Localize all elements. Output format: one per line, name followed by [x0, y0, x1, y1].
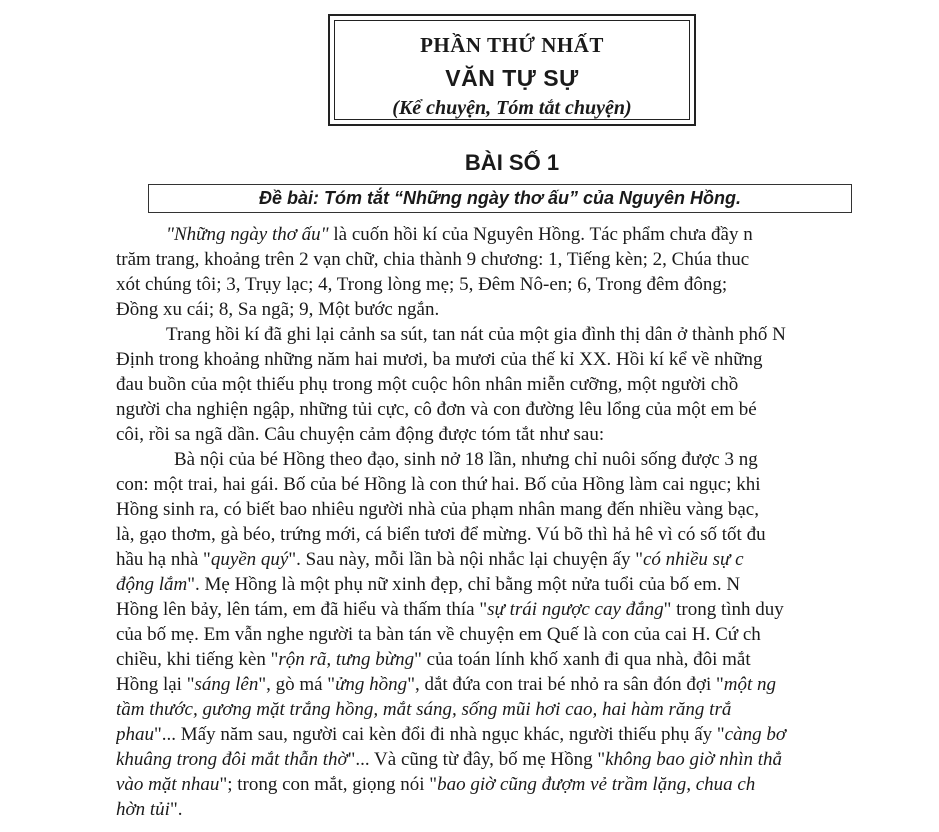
- text-line: [116, 547, 939, 572]
- text-run: Định trong khoảng những năm hai mươi, ba mươi của thế kỉ XX. Hồi kí kể về những: [116, 349, 763, 370]
- text-run: ", gò má ": [258, 674, 336, 695]
- italic-quote: khuâng trong đôi mắt thẫn thờ: [116, 749, 348, 770]
- text-run: của bố mẹ. Em vẫn nghe người ta bàn tán về chuyện em Quế là con của cai H. Cứ ch: [116, 624, 761, 645]
- italic-quote: sự trái ngược cay đắng: [487, 599, 664, 620]
- text-line: [116, 497, 939, 522]
- italic-quote: quyền quý: [210, 549, 289, 570]
- italic-quote: rộn rã, tưng bừng: [278, 649, 415, 670]
- italic-quote: hờn tủi: [116, 799, 170, 820]
- text-line: [116, 597, 939, 622]
- lesson-title: BÀI SỐ 1: [464, 150, 560, 175]
- text-line: [116, 422, 939, 447]
- text-line: [116, 772, 939, 797]
- text-line: [116, 672, 939, 697]
- italic-quote: không bao giờ nhìn thẳ: [605, 749, 783, 770]
- part-title-box-inner: [334, 20, 690, 120]
- italic-quote: có nhiều sự c: [642, 549, 744, 570]
- text-run: ". Sau này, mỗi lần bà nội nhắc lại chuyện ấy ": [288, 549, 643, 570]
- text-run: ".: [169, 799, 183, 820]
- text-run: hầu hạ nhà ": [116, 549, 211, 570]
- italic-quote: bao giờ cũng đượm vẻ trầm lặng, chua ch: [437, 774, 756, 795]
- text-run: " trong tình duy: [663, 599, 784, 620]
- italic-quote: vào mặt nhau: [116, 774, 220, 795]
- text-line: [116, 447, 939, 472]
- italic-quote: một ng: [723, 674, 776, 695]
- italic-quote: phau: [116, 724, 154, 745]
- italic-quote: sáng lên: [194, 674, 259, 695]
- text-run: là, gạo thơm, gà béo, trứng mới, cá biển tươi để mừng. Vú bõ thì hả hê vì có số tốt đu: [116, 524, 766, 545]
- italic-quote: động lắm: [116, 574, 188, 595]
- text-line: [116, 397, 939, 422]
- text-run: ", dắt đứa con trai bé nhỏ ra sân đón đợi ": [407, 674, 724, 695]
- text-line: [116, 347, 939, 372]
- text-line: [116, 747, 939, 772]
- text-line: [116, 372, 939, 397]
- italic-quote: tầm thước, gương mặt trắng hồng, mắt sáng, sống mũi hơi cao, hai hàm răng trắ: [116, 699, 732, 720]
- text-run: con: một trai, hai gái. Bố của bé Hồng là con thứ hai. Bố của Hồng làm cai ngục; khi: [116, 474, 761, 495]
- text-line: [116, 322, 939, 347]
- text-run: Hồng lại ": [116, 674, 195, 695]
- genre-title: VĂN TỰ SỰ: [445, 65, 579, 91]
- text-line: [116, 297, 939, 322]
- text-run: trăm trang, khoảng trên 2 vạn chữ, chia thành 9 chương: 1, Tiếng kèn; 2, Chúa thuc: [116, 249, 750, 270]
- italic-quote: ửng hồng: [335, 674, 408, 695]
- text-run: Đồng xu cái; 8, Sa ngã; 9, Một bước ngắn.: [116, 299, 440, 320]
- text-run: " của toán lính khố xanh đi qua nhà, đôi mắt: [414, 649, 751, 670]
- text-line: [116, 622, 939, 647]
- text-run: Trang hồi kí đã ghi lại cảnh sa sút, tan nát của một gia đình thị dân ở thành phố N: [166, 324, 786, 345]
- text-line: [116, 247, 939, 272]
- prompt-text: Đề bài: Tóm tắt “Những ngày thơ ấu” của Nguyên Hồng.: [259, 188, 741, 208]
- part-title: PHẦN THỨ NHẤT: [420, 33, 604, 57]
- text-line: [116, 572, 939, 597]
- text-run: chiều, khi tiếng kèn ": [116, 649, 279, 670]
- text-line: [116, 522, 939, 547]
- text-run: "... Mấy năm sau, người cai kèn đổi đi nhà ngục khác, người thiếu phụ ấy ": [154, 724, 725, 745]
- text-line: [116, 222, 939, 247]
- italic-quote: càng bơ: [724, 724, 786, 745]
- text-run: côi, rồi sa ngã dần. Câu chuyện cảm động được tóm tắt như sau:: [116, 424, 605, 445]
- text-line: [116, 647, 939, 672]
- text-run: Hồng lên bảy, lên tám, em đã hiểu và thấm thía ": [116, 599, 488, 620]
- part-title-box: [328, 14, 696, 126]
- text-run: "; trong con mắt, giọng nói ": [219, 774, 438, 795]
- text-run: xót chúng tôi; 3, Trụy lạc; 4, Trong lòng mẹ; 5, Đêm Nô-en; 6, Trong đêm đông;: [116, 274, 728, 295]
- text-run: Bà nội của bé Hồng theo đạo, sinh nở 18 lần, nhưng chỉ nuôi sống được 3 ng: [174, 449, 758, 470]
- text-line: [116, 697, 939, 722]
- text-run: đau buồn của một thiếu phụ trong một cuộc hôn nhân miễn cưỡng, một người chồ: [116, 374, 739, 395]
- genre-subtitle: (Kể chuyện, Tóm tắt chuyện): [392, 97, 632, 119]
- text-run: Hồng sinh ra, có biết bao nhiêu người nhà của phạm nhân mang đến nhiều vàng bạc,: [116, 499, 759, 520]
- text-run: người cha nghiện ngập, những tủi cực, cô đơn và con đường lêu lổng của một em bé: [116, 399, 757, 420]
- text-run: "... Và cũng từ đây, bố mẹ Hồng ": [347, 749, 606, 770]
- body-text: [116, 222, 939, 822]
- text-line: [116, 472, 939, 497]
- text-line: [116, 797, 939, 822]
- prompt-box: [148, 184, 852, 213]
- text-run: là cuốn hồi kí của Nguyên Hồng. Tác phẩm chưa đầy n: [328, 224, 753, 245]
- text-line: [116, 722, 939, 747]
- text-run: ". Mẹ Hồng là một phụ nữ xinh đẹp, chỉ bằng một nửa tuổi của bố em. N: [187, 574, 741, 595]
- italic-quote: "Những ngày thơ ấu": [166, 224, 329, 245]
- text-line: [116, 272, 939, 297]
